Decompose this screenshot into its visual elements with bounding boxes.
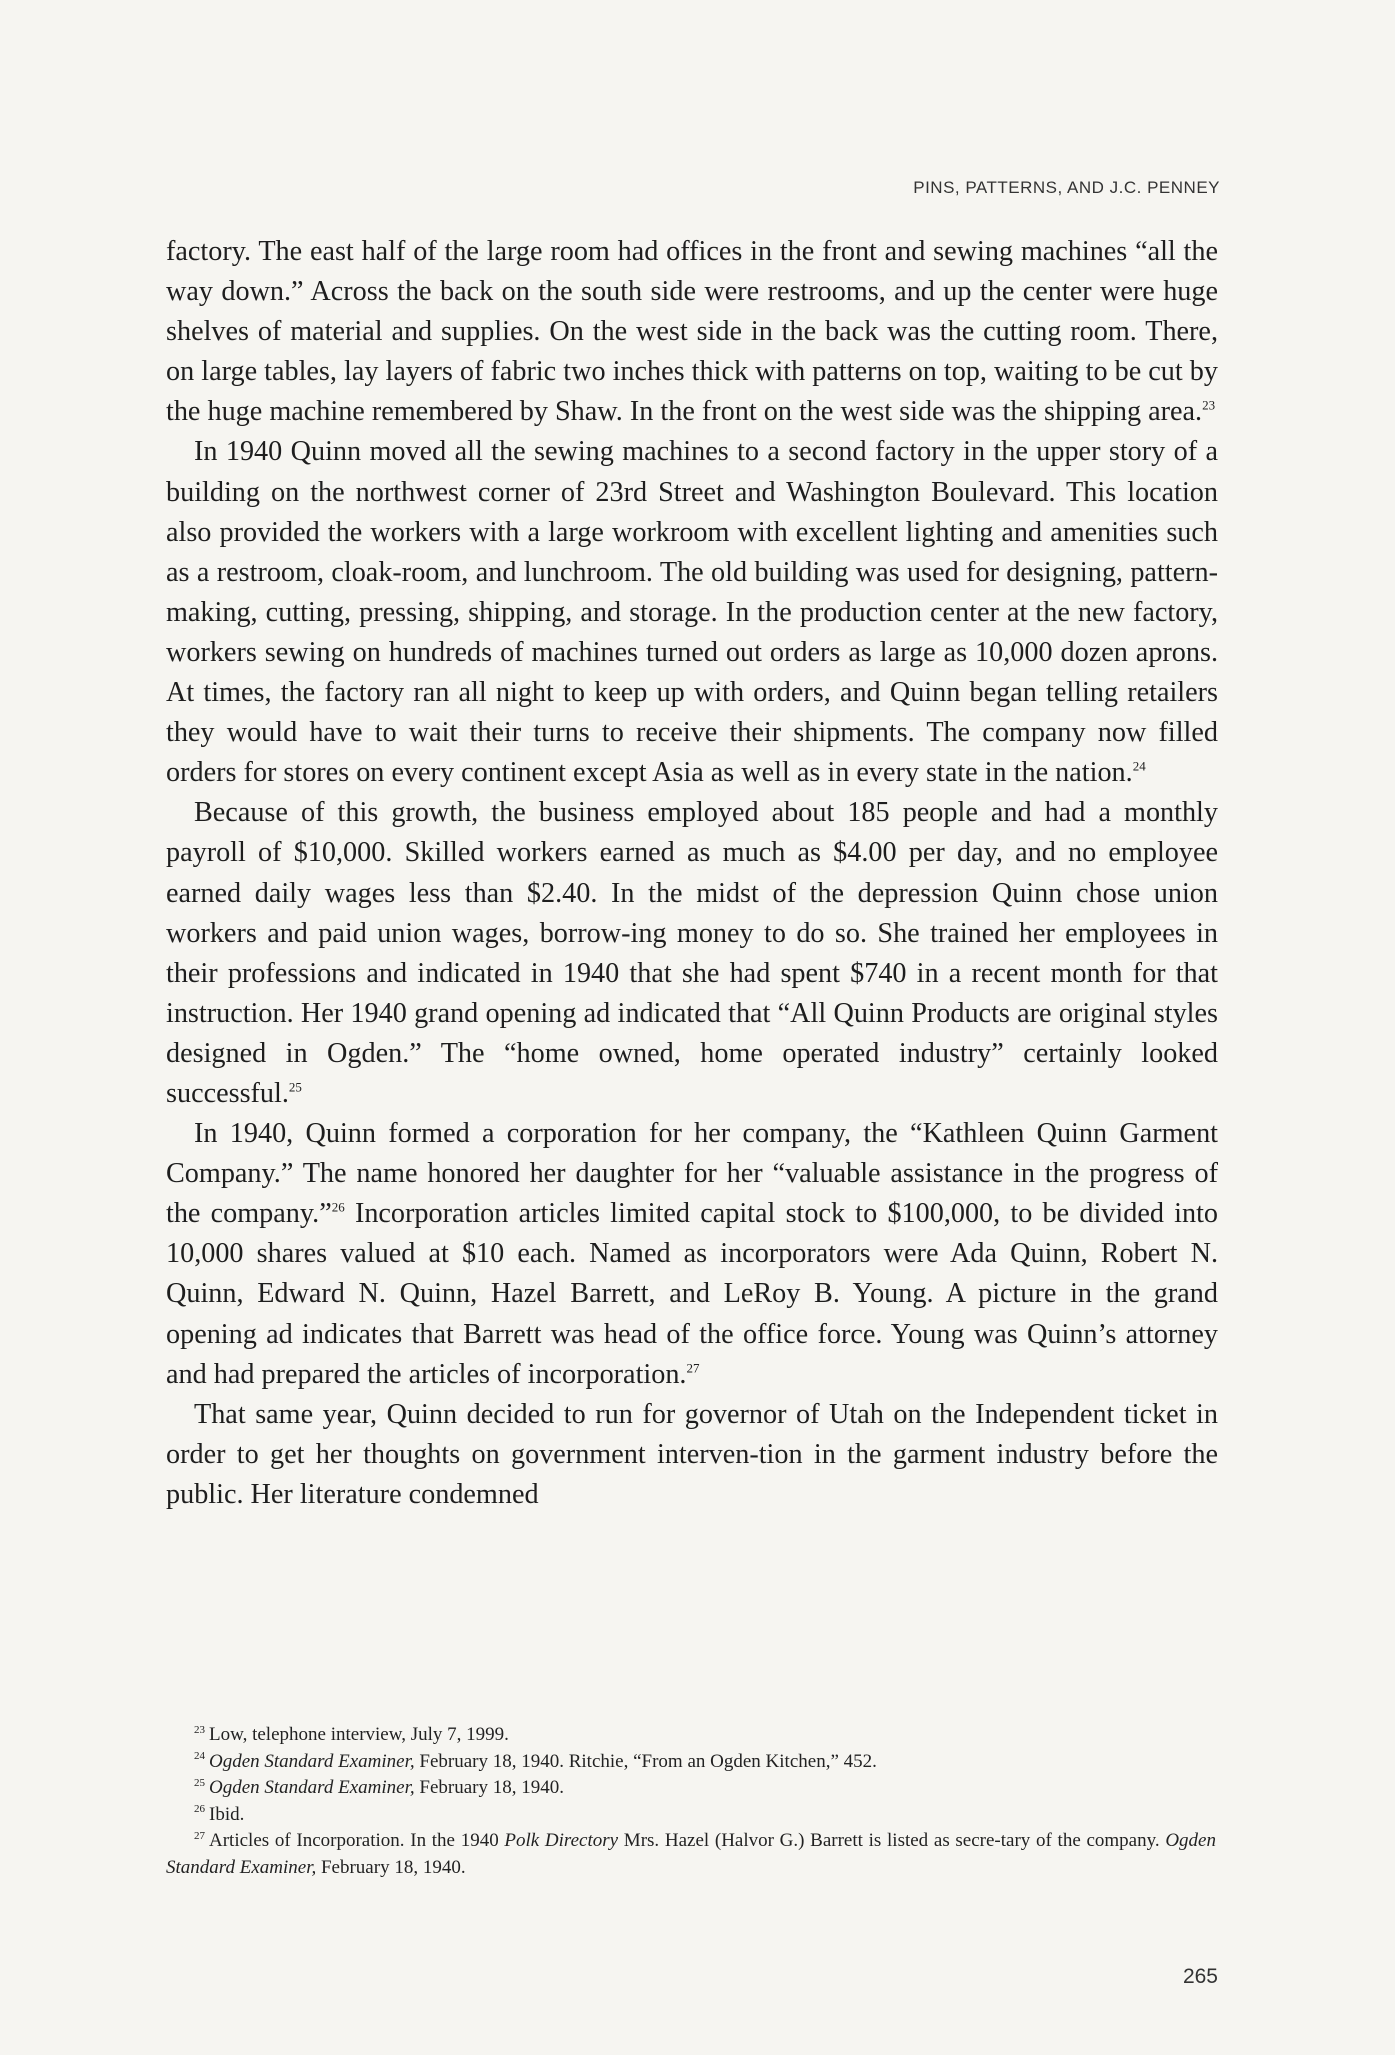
footnote-text: Low, telephone interview, July 7, 1999.: [209, 1724, 509, 1745]
paragraph-5: [166, 1395, 1218, 1515]
footnote-text: February 18, 1940. Ritchie, “From an Ogden Kitchen,” 452.: [414, 1750, 877, 1772]
footnote-source-title: Ogden Standard Examiner,: [209, 1777, 415, 1798]
paragraph-text: In 1940 Quinn moved all the sewing machines to a second factory in the upper story of a building on the northwest corner of 23rd Street and Washington Boulevard. This location also provided the workers with a large workroom with excellent lighting and amenities such as a restroom, cloak-room, and lunchroom. The old building was used for designing, pattern-making, cutting, pressing, shipping, and storage. In the production center at the new factory, workers sewing on hundreds of machines turned out orders as large as 10,000 dozen aprons. At times, the factory ran all night to keep up with orders, and Quinn began telling retailers they would have to wait their turns to receive their shipments. The company now filled orders for stores on every continent except Asia as well as in every state in the nation.: [166, 436, 1218, 789]
running-head: PINS, PATTERNS, AND J.C. PENNEY: [913, 178, 1220, 197]
paragraph-text: Because of this growth, the business employed about 185 people and had a monthly payroll of $10,000. Skilled workers earned as much as $4.00 per day, and no employee earned daily wages less than $2.40. In the midst of the depression Quinn chose union workers and paid union wages, borrow-ing money to do so. She trained her employees in their professions and indicated in 1940 that she had spent $740 in a recent month for that instruction. Her 1940 grand opening ad indicated that “All Quinn Products are original styles designed in Ogden.” The “home owned, home operated industry” certainly looked successful.: [166, 797, 1218, 1109]
footnote-26: [166, 1802, 1216, 1829]
footnote-number: 25: [194, 1776, 205, 1789]
footnote-24: [166, 1749, 1216, 1776]
paragraph-text: That same year, Quinn decided to run for governor of Utah on the Independent ticket in order to get her thoughts on government interven-tion in the garment industry before the public. Her literature condemned: [166, 1398, 1218, 1510]
paragraph-text: Incorporation articles limited capital stock to $100,000, to be divided into 10,000 shares valued at $10 each. Named as incorporators were Ada Quinn, Robert N. Quinn, Edward N. Quinn, Hazel Barrett, and LeRoy B. Young. A picture in the grand opening ad indicates that Barrett was head of the office force. Young was Quinn’s attorney and had prepared the articles of incorporation.: [166, 1198, 1218, 1390]
footnote-number: 24: [194, 1750, 205, 1763]
paragraph-3: [166, 793, 1218, 1114]
footnote-source-title: Ogden Standard Examiner,: [166, 1830, 1216, 1878]
footnote-ref: 24: [1132, 758, 1146, 774]
footnote-ref: 25: [288, 1079, 302, 1095]
paragraph-2: [166, 432, 1218, 793]
footnote-ref: 26: [331, 1199, 345, 1215]
footnote-number: 27: [194, 1829, 205, 1842]
paragraph-text: factory. The east half of the large room had offices in the front and sewing machines “all the way down.” Across the back on the south side were restrooms, and up the center were huge shelves of material and supplies. On the west side in the back was the cutting room. There, on large tables, lay layers of fabric two inches thick with patterns on top, waiting to be cut by the huge machine remembered by Shaw. In the front on the west side was the shipping area.: [166, 236, 1218, 428]
footnote-number: 23: [194, 1723, 205, 1736]
footnote-text: February 18, 1940.: [316, 1856, 466, 1878]
footnote-ref: 23: [1202, 397, 1216, 413]
footnote-23: [166, 1722, 1216, 1749]
paragraph-4: [166, 1114, 1218, 1395]
footnote-source-title: Polk Directory: [504, 1830, 619, 1851]
footnote-text: Articles of Incorporation. In the 1940: [209, 1830, 505, 1851]
footnote-25: [166, 1775, 1216, 1802]
paragraph-text: In 1940, Quinn formed a corporation for her company, the “Kathleen Quinn Garment Company.” The name honored her daughter for her “valuable assistance in the progress of the company.”: [166, 1118, 1218, 1230]
footnote-number: 26: [194, 1803, 205, 1816]
footnotes: [166, 1722, 1216, 1881]
footnote-text: February 18, 1940.: [414, 1777, 564, 1798]
body-text: [166, 232, 1218, 1515]
footnote-ref: 27: [686, 1360, 700, 1376]
page-number: 265: [1182, 1965, 1218, 1988]
footnote-text: Ibid.: [209, 1803, 245, 1825]
footnote-source-title: Ogden Standard Examiner,: [209, 1750, 415, 1772]
footnote-text: Mrs. Hazel (Halvor G.) Barrett is listed as secre-tary of the company.: [618, 1830, 1166, 1851]
footnote-27: [166, 1828, 1216, 1881]
paragraph-1: [166, 232, 1218, 432]
